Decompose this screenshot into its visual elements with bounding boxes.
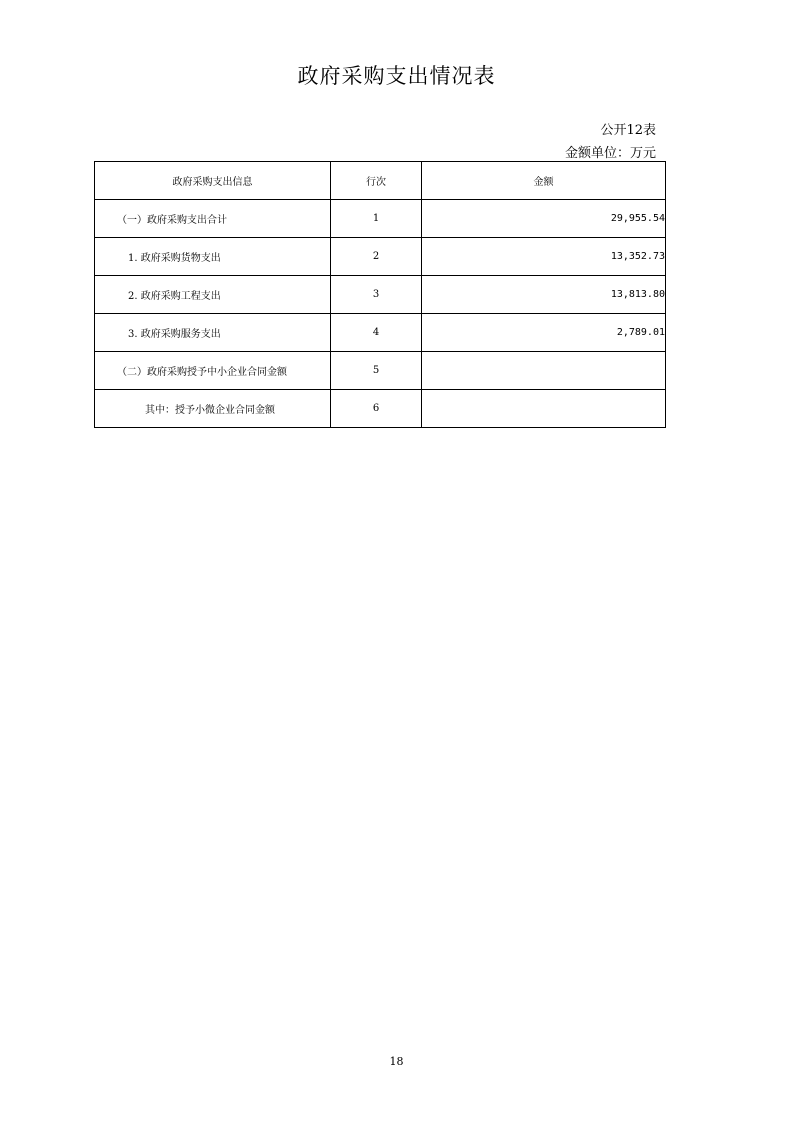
table-row xyxy=(95,352,666,390)
table-row xyxy=(95,200,666,238)
row-number: 1 xyxy=(331,200,422,238)
header-row-number: 行次 xyxy=(331,162,422,200)
page-title: 政府采购支出情况表 xyxy=(297,64,496,88)
row-amount: 13,352.73 xyxy=(422,238,666,276)
row-amount: 2,789.01 xyxy=(422,314,666,352)
row-number: 3 xyxy=(331,276,422,314)
page-number: 18 xyxy=(389,1055,404,1068)
row-item: 2. 政府采购工程支出 xyxy=(95,276,331,314)
row-item: 其中：授予小微企业合同金额 xyxy=(95,390,331,428)
row-number: 4 xyxy=(331,314,422,352)
row-item: （一）政府采购支出合计 xyxy=(95,200,331,238)
row-item: 1. 政府采购货物支出 xyxy=(95,238,331,276)
row-item: 3. 政府采购服务支出 xyxy=(95,314,331,352)
row-amount xyxy=(422,352,666,390)
row-item: （二）政府采购授予中小企业合同金额 xyxy=(95,352,331,390)
amount-unit: 金额单位：万元 xyxy=(564,146,656,161)
row-number: 6 xyxy=(331,390,422,428)
table-number: 公开12表 xyxy=(600,123,656,138)
table-header-row xyxy=(95,162,666,200)
row-amount xyxy=(422,390,666,428)
procurement-table xyxy=(94,161,666,428)
table-row xyxy=(95,314,666,352)
table-row xyxy=(95,276,666,314)
header-amount: 金额 xyxy=(422,162,666,200)
header-item: 政府采购支出信息 xyxy=(95,162,331,200)
row-number: 2 xyxy=(331,238,422,276)
row-amount: 29,955.54 xyxy=(422,200,666,238)
table-row xyxy=(95,238,666,276)
row-amount: 13,813.80 xyxy=(422,276,666,314)
table-row xyxy=(95,390,666,428)
row-number: 5 xyxy=(331,352,422,390)
